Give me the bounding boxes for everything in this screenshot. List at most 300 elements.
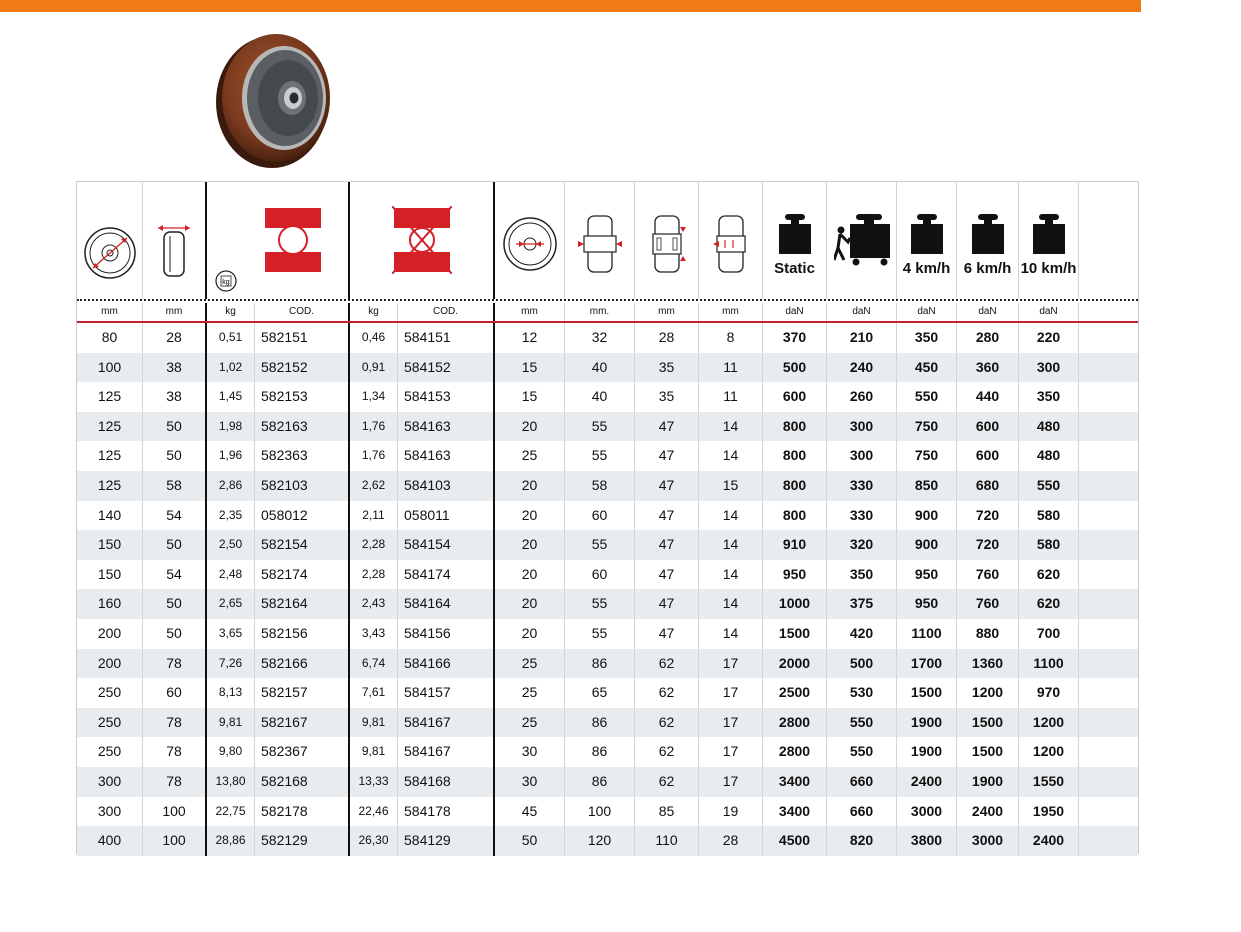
table-cell: 78 [143, 708, 207, 738]
table-cell: 620 [1019, 589, 1079, 619]
table-row [77, 619, 1138, 649]
table-cell: 7,26 [207, 649, 255, 679]
table-cell: 3000 [957, 826, 1019, 856]
table-cell: 14 [699, 619, 763, 649]
header-bore-detail [699, 182, 763, 299]
table-cell: 11 [699, 353, 763, 383]
table-cell: 15 [699, 471, 763, 501]
table-cell: 1700 [897, 649, 957, 679]
table-cell: 0,51 [207, 323, 255, 353]
table-cell: 17 [699, 767, 763, 797]
weight-badge-text: kg [222, 279, 230, 286]
table-cell: 120 [565, 826, 635, 856]
unit-label: mm [77, 303, 143, 321]
header-bore-diameter [495, 182, 565, 299]
table-cell: 582367 [255, 737, 350, 767]
table-cell: 55 [565, 441, 635, 471]
table-cell: 580 [1019, 501, 1079, 531]
table-cell: 78 [143, 737, 207, 767]
unit-label: kg [350, 303, 398, 321]
table-cell: 1,45 [207, 382, 255, 412]
table-cell: 38 [143, 382, 207, 412]
table-cell: 14 [699, 441, 763, 471]
table-cell: 47 [635, 441, 699, 471]
unit-label: daN [1019, 303, 1079, 321]
table-cell: 1550 [1019, 767, 1079, 797]
table-cell: 50 [143, 441, 207, 471]
table-cell: 17 [699, 708, 763, 738]
table-cell: 584151 [398, 323, 495, 353]
table-cell: 20 [495, 412, 565, 442]
table-cell: 2,62 [350, 471, 398, 501]
table-cell: 660 [827, 797, 897, 827]
header-ball-bearing-version [350, 182, 495, 299]
table-cell: 86 [565, 767, 635, 797]
unit-label: daN [827, 303, 897, 321]
table-cell: 78 [143, 649, 207, 679]
table-cell: 584163 [398, 412, 495, 442]
table-row [77, 708, 1138, 738]
table-cell: 6,74 [350, 649, 398, 679]
table-row [77, 323, 1138, 353]
table-cell: 125 [77, 412, 143, 442]
table-row [77, 589, 1138, 619]
table-cell: 2,28 [350, 530, 398, 560]
table-cell: 47 [635, 412, 699, 442]
table-cell-spacer [1079, 353, 1138, 383]
table-cell: 100 [565, 797, 635, 827]
table-cell: 584157 [398, 678, 495, 708]
table-cell: 150 [77, 530, 143, 560]
table-cell: 1500 [957, 708, 1019, 738]
table-cell: 25 [495, 649, 565, 679]
table-cell: 26,30 [350, 826, 398, 856]
table-cell: 582174 [255, 560, 350, 590]
table-cell: 582164 [255, 589, 350, 619]
table-cell: 260 [827, 382, 897, 412]
table-cell-spacer [1079, 501, 1138, 531]
table-cell: 750 [897, 441, 957, 471]
table-cell: 20 [495, 589, 565, 619]
table-cell: 14 [699, 530, 763, 560]
header-dotted-divider [77, 299, 1138, 301]
wheel-width-icon [154, 222, 194, 280]
table-cell: 58 [565, 471, 635, 501]
header-hub-width [635, 182, 699, 299]
table-cell: 1500 [763, 619, 827, 649]
table-cell: 1,02 [207, 353, 255, 383]
table-cell: 582167 [255, 708, 350, 738]
table-cell: 300 [77, 797, 143, 827]
table-cell: 14 [699, 560, 763, 590]
static-label: Static [774, 260, 815, 277]
table-cell: 32 [565, 323, 635, 353]
table-cell: 584154 [398, 530, 495, 560]
table-cell: 25 [495, 708, 565, 738]
header-wheel-width [143, 182, 207, 299]
table-cell: 17 [699, 737, 763, 767]
table-cell: 13,33 [350, 767, 398, 797]
header-roller-bearing-version [207, 182, 350, 299]
table-cell: 55 [565, 589, 635, 619]
table-cell: 62 [635, 767, 699, 797]
table-cell: 35 [635, 382, 699, 412]
table-cell: 720 [957, 501, 1019, 531]
table-cell: 160 [77, 589, 143, 619]
table-cell: 1100 [1019, 649, 1079, 679]
unit-label: mm [143, 303, 207, 321]
table-cell: 550 [1019, 471, 1079, 501]
table-cell: 86 [565, 708, 635, 738]
ball-bearing-icon [392, 206, 452, 274]
table-cell: 38 [143, 353, 207, 383]
table-cell: 800 [763, 501, 827, 531]
table-cell: 2,65 [207, 589, 255, 619]
table-cell-spacer [1079, 767, 1138, 797]
table-cell: 2,48 [207, 560, 255, 590]
table-cell: 1,76 [350, 412, 398, 442]
table-cell-spacer [1079, 471, 1138, 501]
table-cell: 8 [699, 323, 763, 353]
table-cell: 2,28 [350, 560, 398, 590]
table-cell: 1,34 [350, 382, 398, 412]
table-cell-spacer [1079, 530, 1138, 560]
table-cell: 250 [77, 678, 143, 708]
table-cell: 350 [897, 323, 957, 353]
table-cell: 3,43 [350, 619, 398, 649]
table-cell: 600 [957, 412, 1019, 442]
unit-label: kg [207, 303, 255, 321]
table-cell: 55 [565, 412, 635, 442]
table-cell: 62 [635, 737, 699, 767]
table-cell: 0,46 [350, 323, 398, 353]
header-load-10kmh [1019, 182, 1079, 299]
table-row [77, 353, 1138, 383]
unit-label: mm [495, 303, 565, 321]
table-cell: 7,61 [350, 678, 398, 708]
table-cell: 375 [827, 589, 897, 619]
header-load-4kmh [897, 182, 957, 299]
table-cell: 150 [77, 560, 143, 590]
table-cell: 3400 [763, 797, 827, 827]
static-load-icon [779, 214, 811, 254]
table-cell: 54 [143, 501, 207, 531]
table-cell: 50 [143, 530, 207, 560]
table-cell: 14 [699, 412, 763, 442]
table-cell: 582166 [255, 649, 350, 679]
table-cell: 582156 [255, 619, 350, 649]
table-cell: 440 [957, 382, 1019, 412]
load-4kmh-icon [911, 214, 943, 254]
table-cell: 62 [635, 678, 699, 708]
table-cell: 480 [1019, 441, 1079, 471]
table-cell: 47 [635, 619, 699, 649]
table-cell-spacer [1079, 560, 1138, 590]
table-cell: 1200 [957, 678, 1019, 708]
table-cell: 78 [143, 767, 207, 797]
load-10kmh-icon [1033, 214, 1065, 254]
table-cell: 2,11 [350, 501, 398, 531]
table-cell-spacer [1079, 678, 1138, 708]
table-cell: 35 [635, 353, 699, 383]
table-cell: 582157 [255, 678, 350, 708]
table-cell: 550 [827, 737, 897, 767]
table-cell: 60 [143, 678, 207, 708]
table-row [77, 649, 1138, 679]
table-cell: 582363 [255, 441, 350, 471]
table-cell: 85 [635, 797, 699, 827]
table-cell-spacer [1079, 382, 1138, 412]
table-cell-spacer [1079, 619, 1138, 649]
table-cell-spacer [1079, 797, 1138, 827]
table-cell: 86 [565, 737, 635, 767]
table-cell: 584174 [398, 560, 495, 590]
table-cell: 25 [495, 678, 565, 708]
table-cell: 125 [77, 471, 143, 501]
table-cell: 2,50 [207, 530, 255, 560]
table-cell: 820 [827, 826, 897, 856]
table-cell: 582163 [255, 412, 350, 442]
header-manual-load [827, 182, 897, 299]
table-cell: 760 [957, 560, 1019, 590]
unit-label: mm [635, 303, 699, 321]
table-cell: 582168 [255, 767, 350, 797]
table-cell: 47 [635, 560, 699, 590]
table-cell: 50 [143, 619, 207, 649]
table-cell: 700 [1019, 619, 1079, 649]
hub-width-icon [647, 214, 687, 274]
table-cell-spacer [1079, 441, 1138, 471]
speed-6-label: 6 km/h [963, 260, 1012, 277]
table-cell: 2400 [897, 767, 957, 797]
table-cell: 970 [1019, 678, 1079, 708]
table-row [77, 530, 1138, 560]
table-cell: 900 [897, 530, 957, 560]
unit-label: daN [957, 303, 1019, 321]
table-cell: 17 [699, 649, 763, 679]
table-cell: 1100 [897, 619, 957, 649]
table-cell: 800 [763, 471, 827, 501]
table-cell: 584166 [398, 649, 495, 679]
table-row [77, 767, 1138, 797]
table-cell: 62 [635, 708, 699, 738]
table-cell: 584178 [398, 797, 495, 827]
table-cell: 28 [699, 826, 763, 856]
table-cell: 12 [495, 323, 565, 353]
table-cell: 910 [763, 530, 827, 560]
table-cell: 1200 [1019, 737, 1079, 767]
table-cell: 800 [763, 441, 827, 471]
table-cell: 2,86 [207, 471, 255, 501]
table-row [77, 412, 1138, 442]
table-cell: 1900 [897, 737, 957, 767]
table-cell: 600 [957, 441, 1019, 471]
table-cell: 60 [565, 560, 635, 590]
table-cell: 350 [827, 560, 897, 590]
table-cell: 660 [827, 767, 897, 797]
table-cell: 125 [77, 382, 143, 412]
table-cell: 950 [763, 560, 827, 590]
table-cell: 330 [827, 471, 897, 501]
table-cell: 100 [143, 797, 207, 827]
table-cell: 28 [143, 323, 207, 353]
table-header-icons [77, 182, 1138, 301]
table-cell: 750 [897, 412, 957, 442]
table-cell: 584167 [398, 708, 495, 738]
table-cell: 680 [957, 471, 1019, 501]
table-cell: 880 [957, 619, 1019, 649]
table-cell: 3800 [897, 826, 957, 856]
table-cell: 200 [77, 619, 143, 649]
wheel-specification-table [76, 181, 1139, 854]
table-cell: 500 [827, 649, 897, 679]
table-cell: 720 [957, 530, 1019, 560]
table-cell: 582178 [255, 797, 350, 827]
table-cell: 22,46 [350, 797, 398, 827]
speed-10-label: 10 km/h [1020, 260, 1077, 277]
table-cell: 420 [827, 619, 897, 649]
table-cell: 20 [495, 471, 565, 501]
load-6kmh-icon [972, 214, 1004, 254]
table-row [77, 441, 1138, 471]
table-cell: 0,91 [350, 353, 398, 383]
table-cell: 30 [495, 767, 565, 797]
wheel-diameter-icon [83, 226, 137, 280]
table-cell: 50 [143, 589, 207, 619]
table-cell: 360 [957, 353, 1019, 383]
unit-label: COD. [398, 303, 495, 321]
table-cell: 100 [143, 826, 207, 856]
table-cell: 60 [565, 501, 635, 531]
table-cell: 14 [699, 501, 763, 531]
header-spacer [1079, 182, 1138, 299]
table-cell: 47 [635, 501, 699, 531]
table-row [77, 501, 1138, 531]
table-cell: 582152 [255, 353, 350, 383]
table-cell: 550 [897, 382, 957, 412]
table-cell: 2500 [763, 678, 827, 708]
table-cell: 600 [763, 382, 827, 412]
table-cell: 580 [1019, 530, 1079, 560]
table-cell: 2,43 [350, 589, 398, 619]
table-cell: 1000 [763, 589, 827, 619]
header-load-6kmh [957, 182, 1019, 299]
table-cell: 582151 [255, 323, 350, 353]
table-cell: 55 [565, 619, 635, 649]
table-cell: 584129 [398, 826, 495, 856]
speed-4-label: 4 km/h [902, 260, 951, 277]
table-cell: 3400 [763, 767, 827, 797]
table-cell: 210 [827, 323, 897, 353]
table-cell: 15 [495, 382, 565, 412]
table-cell: 2400 [957, 797, 1019, 827]
table-cell: 450 [897, 353, 957, 383]
table-cell: 1360 [957, 649, 1019, 679]
table-cell: 9,80 [207, 737, 255, 767]
table-cell: 1,98 [207, 412, 255, 442]
table-cell: 14 [699, 589, 763, 619]
table-cell: 584156 [398, 619, 495, 649]
table-cell: 584168 [398, 767, 495, 797]
table-cell: 584164 [398, 589, 495, 619]
table-cell: 240 [827, 353, 897, 383]
table-cell: 1900 [897, 708, 957, 738]
table-cell: 1950 [1019, 797, 1079, 827]
table-row [77, 560, 1138, 590]
table-cell: 28 [635, 323, 699, 353]
table-cell: 350 [1019, 382, 1079, 412]
unit-spacer [1079, 303, 1138, 321]
table-cell: 8,13 [207, 678, 255, 708]
table-row [77, 471, 1138, 501]
table-cell: 330 [827, 501, 897, 531]
table-cell: 47 [635, 530, 699, 560]
table-cell: 20 [495, 619, 565, 649]
table-cell: 582153 [255, 382, 350, 412]
table-cell: 850 [897, 471, 957, 501]
table-cell: 370 [763, 323, 827, 353]
table-cell: 584163 [398, 441, 495, 471]
table-cell: 058011 [398, 501, 495, 531]
table-cell: 55 [565, 530, 635, 560]
table-cell: 3,65 [207, 619, 255, 649]
table-row [77, 797, 1138, 827]
table-cell: 17 [699, 678, 763, 708]
table-cell: 3000 [897, 797, 957, 827]
table-cell: 058012 [255, 501, 350, 531]
table-cell: 28,86 [207, 826, 255, 856]
table-cell: 65 [565, 678, 635, 708]
table-cell: 2800 [763, 737, 827, 767]
table-cell: 300 [77, 767, 143, 797]
bore-diameter-icon [502, 216, 558, 272]
table-cell: 620 [1019, 560, 1079, 590]
table-cell: 13,80 [207, 767, 255, 797]
header-static-load [763, 182, 827, 299]
table-cell: 500 [763, 353, 827, 383]
table-cell: 50 [143, 412, 207, 442]
table-row [77, 382, 1138, 412]
table-cell: 760 [957, 589, 1019, 619]
table-cell: 900 [897, 501, 957, 531]
table-cell: 110 [635, 826, 699, 856]
table-cell: 1900 [957, 767, 1019, 797]
table-cell: 47 [635, 471, 699, 501]
table-cell-spacer [1079, 649, 1138, 679]
table-cell: 300 [1019, 353, 1079, 383]
table-cell: 22,75 [207, 797, 255, 827]
table-row [77, 826, 1138, 856]
table-cell: 40 [565, 353, 635, 383]
table-cell: 9,81 [350, 737, 398, 767]
table-cell: 280 [957, 323, 1019, 353]
units-row [77, 303, 1138, 321]
table-cell: 40 [565, 382, 635, 412]
table-cell-spacer [1079, 589, 1138, 619]
bore-detail-icon [711, 214, 751, 274]
table-cell: 9,81 [350, 708, 398, 738]
table-cell: 220 [1019, 323, 1079, 353]
table-cell: 1,96 [207, 441, 255, 471]
table-cell: 2400 [1019, 826, 1079, 856]
table-cell: 2800 [763, 708, 827, 738]
table-cell: 530 [827, 678, 897, 708]
table-cell: 584103 [398, 471, 495, 501]
table-cell-spacer [1079, 737, 1138, 767]
table-cell: 4500 [763, 826, 827, 856]
table-cell: 1500 [897, 678, 957, 708]
wheel-product-photo [212, 26, 332, 172]
